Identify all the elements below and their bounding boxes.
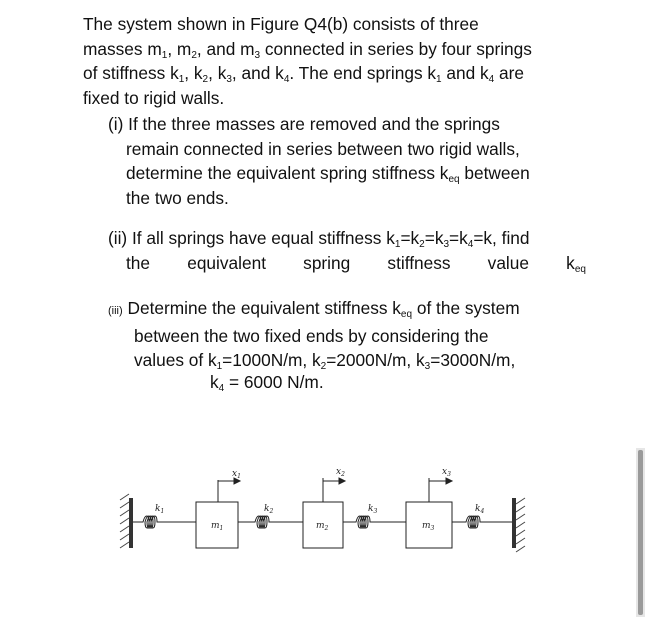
subscript: 2: [191, 49, 197, 61]
part-iii-text: of the system: [412, 298, 520, 318]
part-iii-text: values of k: [134, 350, 217, 370]
label-x2: $x_2$: [336, 467, 345, 478]
subscript: eq: [400, 309, 413, 320]
label-m1: $m_1$: [211, 521, 224, 532]
right-wall: [512, 498, 525, 552]
part-iii-text: = 6000 N/m.: [224, 372, 324, 392]
subscript: 3: [226, 74, 232, 85]
subscript: 3: [424, 361, 431, 372]
left-wall: [120, 494, 133, 548]
intro-text: , k: [184, 63, 203, 83]
label-k4: $k_4$: [475, 504, 485, 515]
label-k1: $k_1$: [155, 504, 165, 515]
label-x1: $x_1$: [232, 469, 241, 480]
displacement-arrow-x1: [218, 478, 240, 502]
part-i-text: (i) If the three masses are removed and the springs: [108, 114, 500, 134]
part-iii-text: between the two fixed ends by considering the: [134, 325, 489, 346]
subscript: 2: [419, 239, 425, 250]
displacement-arrow-x3: [429, 478, 452, 502]
subscript: 4: [283, 74, 290, 85]
part-ii-word: spring: [303, 252, 351, 273]
intro-text: fixed to rigid walls.: [83, 87, 225, 108]
spring-k2: [238, 516, 303, 528]
label-x3: $x_3$: [442, 467, 451, 478]
intro-text: The system shown in Figure Q4(b) consists of three: [83, 14, 479, 34]
part-ii-text: =k, find: [473, 228, 530, 248]
intro-text: , k: [208, 63, 227, 83]
part-iii-numeral: (iii): [108, 305, 123, 317]
label-k2: $k_2$: [264, 504, 274, 515]
part-iii-text: =1000N/m, k: [222, 350, 321, 370]
part-iii-text: =2000N/m, k: [326, 350, 425, 370]
intro-text: and k: [441, 63, 489, 83]
subscript: 1: [394, 239, 401, 250]
intro-text: . The end springs k: [289, 63, 437, 83]
intro-text: masses m: [83, 38, 162, 59]
subscript: eq: [448, 174, 460, 185]
subscript: 1: [436, 74, 442, 85]
subscript: 1: [216, 361, 223, 372]
intro-text: connected in series by four springs: [260, 38, 532, 59]
part-ii-text: =k: [424, 228, 444, 248]
part-ii-word: equivalent: [187, 252, 266, 273]
subscript: 4: [218, 383, 225, 394]
spring-k1: [133, 516, 196, 528]
subscript: 4: [467, 239, 474, 250]
label-m2: $m_2$: [316, 521, 329, 532]
intro-text: , and k: [231, 63, 284, 83]
spring-k3: [343, 516, 406, 528]
subscript: 1: [178, 74, 185, 85]
part-iii-text: Determine the equivalent stiffness k: [122, 298, 401, 318]
label-k3: $k_3$: [368, 504, 378, 515]
subscript: eq: [574, 263, 586, 275]
part-ii-word: stiffness: [387, 252, 451, 273]
label-m3: $m_3$: [422, 521, 435, 532]
intro-text: are: [494, 63, 525, 83]
part-ii-word: the: [126, 252, 151, 273]
intro-text: of stiffness k: [83, 63, 179, 83]
spring-k4: [452, 516, 512, 528]
subscript: 4: [488, 74, 495, 85]
displacement-arrow-x2: [323, 478, 345, 502]
subscript: 2: [202, 74, 209, 85]
part-i-text: the two ends.: [126, 187, 229, 208]
part-iii-text: k: [210, 372, 219, 392]
subscript: 2: [320, 361, 327, 372]
part-ii-text: k: [566, 252, 575, 273]
subscript: 3: [443, 239, 450, 250]
part-i-text: determine the equivalent spring stiffness k: [126, 163, 449, 183]
part-ii-text: (ii) If all springs have equal stiffness k: [108, 228, 395, 248]
intro-text: , and m: [196, 38, 255, 59]
part-i-text: between: [459, 163, 530, 183]
part-i-text: remain connected in series between two rigid walls,: [126, 138, 520, 159]
part-ii-text: =k: [400, 228, 420, 248]
scrollbar-thumb[interactable]: [638, 450, 643, 615]
part-ii-word: value: [487, 252, 529, 273]
subscript: 1: [161, 49, 168, 61]
part-iii-text: =3000N/m,: [430, 350, 516, 370]
part-ii-text: =k: [449, 228, 468, 248]
subscript: 3: [254, 49, 261, 61]
intro-text: , m: [167, 38, 192, 59]
